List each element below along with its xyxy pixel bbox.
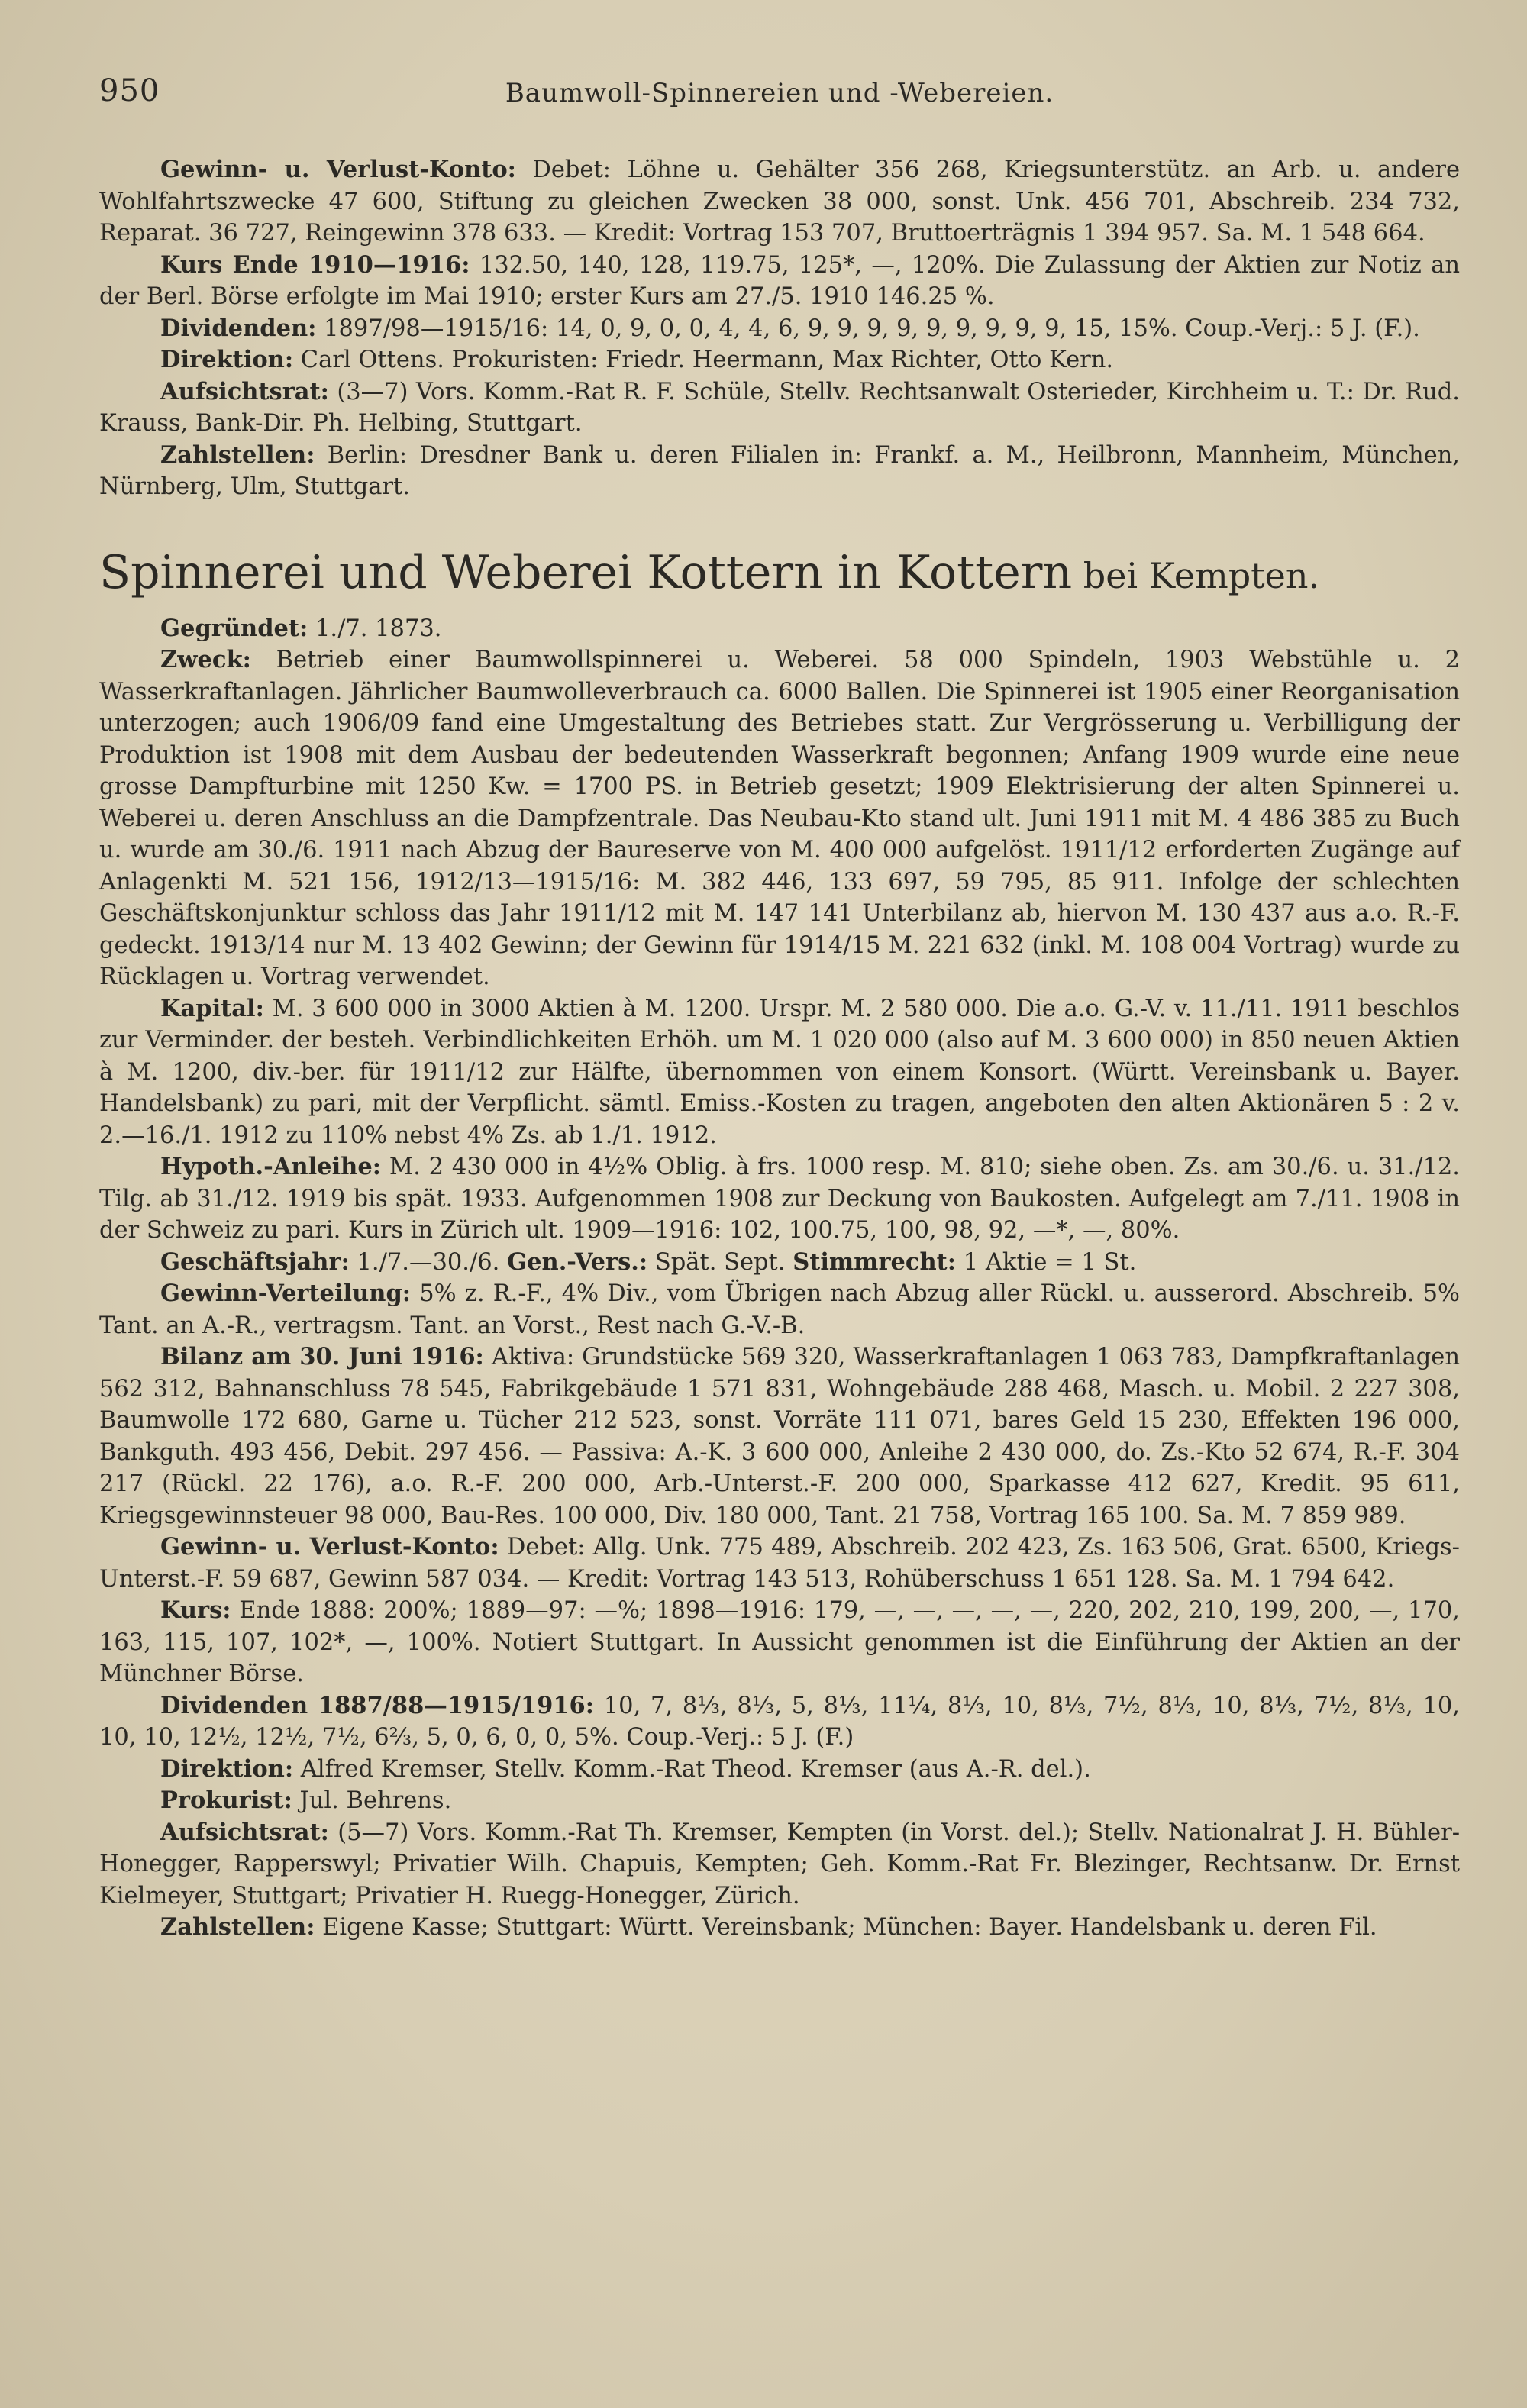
authorized-officer-paragraph: Prokurist: Jul. Behrens. <box>160 1787 452 1814</box>
profit-loss-paragraph: Gewinn- u. Verlust-Konto: Debet: Allg. Unk. 775 489, Abschreib. 202 423, Zs. 163 506, Grat. 6500, Kriegs-Unterst.-F. 59 687, Gewinn 587 034. — Kredit: Vortrag 143 513, Rohüberschuss 1 651 128. Sa. M. 1 794 642. <box>99 1533 1460 1593</box>
dividends-paragraph: Dividenden: 1897/98—1915/16: 14, 0, 9, 0, 0, 4, 4, 6, 9, 9, 9, 9, 9, 9, 9, 9, 9, 15, 15%. Coup.-Verj.: 5 J. (F.). <box>160 314 1420 342</box>
fiscal-year-paragraph: Geschäftsjahr: 1./7.—30./6. Gen.-Vers.: Spät. Sept. Stimmrecht: 1 Aktie = 1 St. <box>160 1248 1137 1276</box>
capital-paragraph: Kapital: M. 3 600 000 in 3000 Aktien à M. 1200. Urspr. M. 2 580 000. Die a.o. G.-V. v. 11./11. 1911 beschlos zur Verminder. der besteh. Verbindlichkeiten Erhöh. um M. 1 020 000 (also auf M. 3 600 000) in 850 neuen Aktien à M. 1200, div.-ber. für 1911/12 zur Hälfte, übernommen von einem Konsort. (Württ. Vereinsbank u. Bayer. Handelsbank) zu pari, mit der Verpflicht. sämtl. Emiss.-Kosten zu tragen, angeboten den alten Aktionären 5 : 2 v. 2.—16./1. 1912 zu 110% nebst 4% Zs. ab 1./1. 1912. <box>99 994 1460 1149</box>
paying-agents-paragraph: Zahlstellen: Berlin: Dresdner Bank u. deren Filialen in: Frankf. a. M., Heilbronn, Mannheim, München, Nürnberg, Ulm, Stuttgart. <box>99 441 1460 500</box>
profit-distribution-paragraph: Gewinn-Verteilung: 5% z. R.-F., 4% Div., vom Übrigen nach Abzug aller Rückl. u. ausserord. Abschreib. 5% Tant. an A.-R., vertragsm. Tant. an Vorst., Rest nach G.-V.-B. <box>99 1280 1460 1339</box>
running-title: Baumwoll-Spinnereien und -Webereien. <box>505 78 1054 108</box>
balance-sheet-paragraph: Bilanz am 30. Juni 1916: Aktiva: Grundstücke 569 320, Wasserkraftanlagen 1 063 783, Dampfkraftanlagen 562 312, Bahnanschluss 78 545, Fabrikgebäude 1 571 831, Wohngebäude 288 468, Masch. u. Mobil. 2 227 308, Baumwolle 172 680, Garne u. Tücher 212 523, sonst. Vorräte 111 071, bares Geld 15 230, Effekten 196 000, Bankguth. 493 456, Debit. 297 456. — Passiva: A.-K. 3 600 000, Anleihe 2 430 000, do. Zs.-Kto 52 674, R.-F. 304 217 (Rückl. 22 176), a.o. R.-F. 200 000, Arb.-Unterst.-F. 200 000, Sparkasse 412 627, Kredit. 95 611, Kriegsgewinnsteuer 98 000, Bau-Res. 100 000, Div. 180 000, Tant. 21 758, Vortrag 165 100. Sa. M. 7 859 989. <box>99 1343 1460 1529</box>
mortgage-loan-paragraph: Hypoth.-Anleihe: M. 2 430 000 in 4½% Oblig. à frs. 1000 resp. M. 810; siehe oben. Zs. am 30./6. u. 31./12. Tilg. ab 31./12. 1919 bis spät. 1933. Aufgenommen 1908 zur Deckung von Baukosten. Aufgelegt am 7./11. 1908 in der Schweiz zu pari. Kurs in Zürich ult. 1909—1916: 102, 100.75, 100, 98, 92, —*, —, 80%. <box>99 1153 1460 1244</box>
purpose-paragraph: Zweck: Betrieb einer Baumwollspinnerei u. Weberei. 58 000 Spindeln, 1903 Webstühle u. 2 Wasserkraftanlagen. Jährlicher Baumwolleverbrauch ca. 6000 Ballen. Die Spinnerei ist 1905 einer Reorganisation unterzogen; auch 1906/09 fand eine Umgestaltung des Betriebes statt. Zur Vergrösserung u. Verbilligung der Produktion ist 1908 mit dem Ausbau der bedeutenden Wasserkraft begonnen; Anfang 1909 wurde eine neue grosse Dampfturbine mit 1250 Kw. = 1700 PS. in Betrieb gesetzt; 1909 Elektrisierung der alten Spinnerei u. Weberei u. deren Anschluss an die Dampfzentrale. Das Neubau-Kto stand ult. Juni 1911 mit M. 4 486 385 zu Buch u. wurde am 30./6. 1911 nach Abzug der Baureserve von M. 400 000 aufgelöst. 1911/12 erforderten Zugänge auf Anlagenkti M. 521 156, 1912/13—1915/16: M. 382 446, 133 697, 59 795, 85 911. Infolge der schlechten Geschäftskonjunktur schloss das Jahr 1911/12 mit M. 147 141 Unterbilanz ab, hiervon M. 130 437 aus a.o. R.-F. gedeckt. 1913/14 nur M. 13 402 Gewinn; der Gewinn für 1914/15 M. 221 632 (inkl. M. 108 004 Vortrag) wurde zu Rücklagen u. Vortrag verwendet. <box>99 646 1460 990</box>
dividends-paragraph: Dividenden 1887/88—1915/1916: 10, 7, 8⅓, 8⅓, 5, 8⅓, 11¼, 8⅓, 10, 8⅓, 7½, 8⅓, 10, 8⅓, 7½, 8⅓, 10, 10, 10, 12½, 12½, 7½, 6⅔, 5, 0, 6, 0, 0, 5%. Coup.-Verj.: 5 J. (F.) <box>99 1691 1460 1751</box>
share-price-paragraph: Kurs Ende 1910—1916: 132.50, 140, 128, 119.75, 125*, —, 120%. Die Zulassung der Aktien zur Notiz an der Berl. Börse erfolgte im Mai 1910; erster Kurs am 27./5. 1910 146.25 %. <box>99 250 1460 310</box>
previous-company-entry <box>99 154 1460 503</box>
profit-loss-paragraph: Gewinn- u. Verlust-Konto: Debet: Löhne u. Gehälter 356 268, Kriegsunterstütz. an Arb. u. andere Wohlfahrtszwecke 47 600, Stiftung zu gleichen Zwecken 38 000, sonst. Unk. 456 701, Abschreib. 234 732, Reparat. 36 727, Reingewinn 378 633. — Kredit: Vortrag 153 707, Bruttoerträgnis 1 394 957. Sa. M. 1 548 664. <box>99 156 1461 247</box>
management-paragraph: Direktion: Alfred Kremser, Stellv. Komm.-Rat Theod. Kremser (aus A.-R. del.). <box>160 1754 1091 1783</box>
supervisory-board-paragraph: Aufsichtsrat: (5—7) Vors. Komm.-Rat Th. Kremser, Kempten (in Vorst. del.); Stellv. Nationalrat J. H. Bühler-Honegger, Rapperswyl; Privatier Wilh. Chapuis, Kempten; Geh. Komm.-Rat Fr. Blezinger, Rechtsanw. Dr. Ernst Kielmeyer, Stuttgart; Privatier H. Ruegg-Honegger, Zürich. <box>99 1818 1460 1909</box>
company-title: Spinnerei und Weberei Kottern in Kottern bei Kempten. <box>99 545 1320 599</box>
supervisory-board-paragraph: Aufsichtsrat: (3—7) Vors. Komm.-Rat R. F. Schüle, Stellv. Rechtsanwalt Osterieder, Kirchheim u. T.: Dr. Rud. Krauss, Bank-Dir. Ph. Helbing, Stuttgart. <box>99 377 1460 437</box>
share-price-paragraph: Kurs: Ende 1888: 200%; 1889—97: —%; 1898—1916: 179, —, —, —, —, —, 220, 202, 210, 199, 200, —, 170, 163, 115, 107, 102*, —, 100%. Notiert Stuttgart. In Aussicht genommen ist die Einführung der Aktien an der Münchner Börse. <box>99 1596 1460 1687</box>
management-paragraph: Direktion: Carl Ottens. Prokuristen: Friedr. Heermann, Max Richter, Otto Kern. <box>160 346 1114 373</box>
founded-paragraph: Gegründet: 1./7. 1873. <box>160 614 442 642</box>
page-number: 950 <box>99 73 160 108</box>
paying-agents-paragraph: Zahlstellen: Eigene Kasse; Stuttgart: Württ. Vereinsbank; München: Bayer. Handelsbank u. deren Fil. <box>160 1913 1377 1941</box>
page-header <box>99 73 1460 127</box>
company-entry <box>99 613 1460 1944</box>
